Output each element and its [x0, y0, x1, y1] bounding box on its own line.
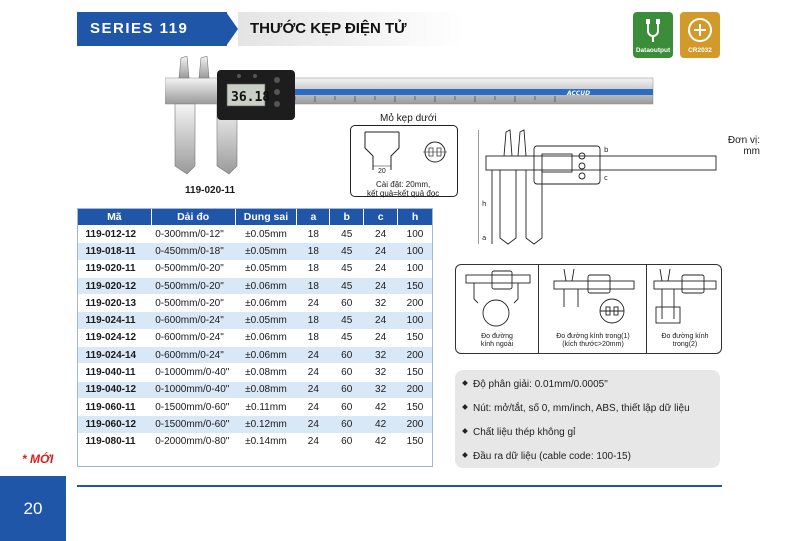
cell-code: 119-020-11 [78, 260, 152, 277]
cell-c: 32 [364, 364, 398, 381]
cell-a: 24 [297, 295, 330, 312]
cell-h: 100 [398, 243, 433, 260]
cell-code: 119-060-11 [78, 398, 152, 415]
lower-jaw-label: Mỏ kẹp dưới [380, 113, 437, 124]
cell-c: 24 [364, 260, 398, 277]
cell-h: 200 [398, 347, 433, 364]
table-row [78, 260, 433, 277]
cell-range: 0-1500mm/0-60" [151, 398, 235, 415]
outer-diameter-sketch [462, 269, 534, 329]
cell-code: 119-020-13 [78, 295, 152, 312]
cell-code: 119-012-12 [78, 226, 152, 243]
cell-a: 18 [297, 312, 330, 329]
inner1-caption-line1: Đo đường kính trong(1) [556, 333, 630, 340]
cell-b: 45 [330, 329, 364, 346]
spec-table [77, 208, 433, 451]
spec-table-body [78, 226, 433, 451]
col-c: c [364, 209, 398, 226]
mode-divider [538, 265, 539, 353]
lower-jaw-note-line1: Cài đặt: 20mm, [376, 180, 431, 189]
table-row [78, 243, 433, 260]
dim-h: h [482, 200, 487, 208]
battery-badge [680, 12, 720, 58]
cell-tolerance: ±0.11mm [235, 398, 297, 415]
cell-code: 119-020-12 [78, 277, 152, 294]
cell-a: 24 [297, 381, 330, 398]
outer-diameter-caption [458, 333, 536, 349]
cell-code: 119-040-12 [78, 381, 152, 398]
cell-tolerance: ±0.05mm [235, 260, 297, 277]
cell-b: 60 [330, 347, 364, 364]
cell-b: 45 [330, 260, 364, 277]
outer-caption-line2: kính ngoài [480, 341, 514, 348]
brand-logo: ACCUD [567, 90, 591, 97]
cell-a: 18 [297, 260, 330, 277]
cell-c: 32 [364, 347, 398, 364]
cell-b: 60 [330, 381, 364, 398]
cell-b: 45 [330, 243, 364, 260]
new-badge: * MỚI [22, 452, 54, 466]
cell-tolerance: ±0.05mm [235, 243, 297, 260]
cell-b: 60 [330, 364, 364, 381]
cell-range: 0-1000mm/0-40" [151, 381, 235, 398]
cell-range: 0-1500mm/0-60" [151, 416, 235, 433]
cell-b: 60 [330, 416, 364, 433]
model-caption: 119-020-11 [185, 185, 236, 196]
cell-range: 0-1000mm/0-40" [151, 364, 235, 381]
unit-label-line1: Đơn vị: [727, 135, 760, 146]
col-b: b [330, 209, 364, 226]
cell-h: 200 [398, 295, 433, 312]
col-tolerance: Dung sai [235, 209, 297, 226]
battery-icon [687, 17, 713, 43]
feature-text: Nút: mở/tắt, số 0, mm/inch, ABS, thiết lập dữ liệu [473, 403, 690, 414]
display-reading: 36.18 [231, 90, 271, 105]
cell-c: 42 [364, 398, 398, 415]
cell-b: 45 [330, 277, 364, 294]
cell-h: 200 [398, 381, 433, 398]
cell-a: 18 [297, 329, 330, 346]
table-row [78, 347, 433, 364]
table-row [78, 381, 433, 398]
table-row [78, 312, 433, 329]
cell-tolerance: ±0.14mm [235, 433, 297, 450]
cell-code: 119-024-14 [78, 347, 152, 364]
feature-item [463, 379, 608, 390]
cell-code: 119-060-12 [78, 416, 152, 433]
table-row [78, 398, 433, 415]
col-h: h [398, 209, 433, 226]
cell-a: 24 [297, 364, 330, 381]
measurement-modes [455, 264, 722, 354]
series-banner-arrow [226, 12, 238, 46]
cell-code: 119-040-11 [78, 364, 152, 381]
cell-range: 0-600mm/0-24" [151, 347, 235, 364]
cell-h: 150 [398, 433, 433, 450]
cell-c: 32 [364, 381, 398, 398]
cell-a: 18 [297, 243, 330, 260]
cell-h: 100 [398, 260, 433, 277]
cell-a: 24 [297, 347, 330, 364]
data-output-icon [640, 17, 666, 43]
cell-tolerance: ±0.06mm [235, 347, 297, 364]
cell-range: 0-500mm/0-20" [151, 260, 235, 277]
cell-tolerance: ±0.12mm [235, 416, 297, 433]
cell-h: 150 [398, 398, 433, 415]
cell-c: 24 [364, 243, 398, 260]
cell-range: 0-600mm/0-24" [151, 329, 235, 346]
cell-h: 150 [398, 329, 433, 346]
cell-tolerance: ±0.05mm [235, 226, 297, 243]
feature-text: Chất liệu thép không gỉ [473, 427, 576, 438]
page-title: THƯỚC KẸP ĐIỆN TỬ [250, 20, 407, 37]
cell-c: 24 [364, 226, 398, 243]
cell-tolerance: ±0.06mm [235, 329, 297, 346]
inner1-caption-line2: (kích thước>20mm) [562, 341, 624, 348]
table-row [78, 416, 433, 433]
feature-text: Đầu ra dữ liệu (cable code: 100-15) [473, 451, 631, 462]
feature-text: Độ phân giải: 0.01mm/0.0005" [473, 379, 608, 390]
dim-b: b [604, 146, 609, 154]
inner-diameter-1-caption [540, 333, 646, 349]
outer-caption-line1: Đo đường [481, 333, 513, 340]
features-box [455, 370, 720, 468]
col-code: Mã [78, 209, 152, 226]
cell-c: 42 [364, 433, 398, 450]
page-number: 20 [0, 476, 66, 541]
cell-c: 24 [364, 312, 398, 329]
series-label: SERIES 119 [90, 20, 189, 37]
cell-b: 45 [330, 312, 364, 329]
table-row [78, 277, 433, 294]
cell-tolerance: ±0.06mm [235, 295, 297, 312]
data-output-badge [633, 12, 673, 58]
inner-diameter-2-caption [647, 333, 723, 349]
cell-range: 0-600mm/0-24" [151, 312, 235, 329]
inner2-caption-line1: Đo đường kính [661, 333, 709, 340]
bullet-icon [462, 429, 468, 435]
feature-item [463, 451, 631, 462]
feature-item [463, 427, 575, 438]
cell-tolerance: ±0.08mm [235, 381, 297, 398]
cell-range: 0-300mm/0-12" [151, 226, 235, 243]
cell-code: 119-024-12 [78, 329, 152, 346]
table-row [78, 329, 433, 346]
table-row [78, 433, 433, 450]
cell-h: 150 [398, 364, 433, 381]
lower-jaw-note [367, 180, 439, 198]
col-range: Dải đo [151, 209, 235, 226]
cell-a: 18 [297, 277, 330, 294]
cell-b: 60 [330, 433, 364, 450]
cell-range: 0-450mm/0-18" [151, 243, 235, 260]
cell-b: 60 [330, 398, 364, 415]
cell-tolerance: ±0.08mm [235, 364, 297, 381]
cell-tolerance: ±0.05mm [235, 312, 297, 329]
bullet-icon [462, 405, 468, 411]
dim-a: a [482, 234, 487, 242]
lower-jaw-note-line2: kết quả=kết quả đọc [367, 189, 440, 198]
cell-a: 24 [297, 433, 330, 450]
table-row [78, 226, 433, 243]
battery-label: CR2032 [688, 47, 712, 54]
table-row [78, 364, 433, 381]
cell-b: 60 [330, 295, 364, 312]
cell-h: 150 [398, 277, 433, 294]
inner-diameter-2-sketch [652, 267, 718, 331]
cell-c: 24 [364, 329, 398, 346]
cell-h: 100 [398, 312, 433, 329]
cell-a: 24 [297, 416, 330, 433]
unit-label-line2: mm [743, 146, 760, 157]
cell-tolerance: ±0.06mm [235, 277, 297, 294]
inner2-caption-line2: trong(2) [672, 341, 698, 348]
bullet-icon [462, 381, 468, 387]
feature-item [463, 403, 690, 414]
dim-c: c [604, 174, 608, 182]
cell-code: 119-024-11 [78, 312, 152, 329]
cell-range: 0-500mm/0-20" [151, 277, 235, 294]
footer-rule [77, 485, 722, 487]
cell-a: 24 [297, 398, 330, 415]
cell-c: 32 [364, 295, 398, 312]
cell-code: 119-080-11 [78, 433, 152, 450]
data-output-label: Dataoutput [635, 47, 671, 54]
lower-jaw-dimension: 20 [378, 168, 386, 175]
cell-code: 119-018-11 [78, 243, 152, 260]
cell-c: 24 [364, 277, 398, 294]
cell-c: 42 [364, 416, 398, 433]
cell-b: 45 [330, 226, 364, 243]
bullet-icon [462, 453, 468, 459]
cell-h: 200 [398, 416, 433, 433]
lower-jaw-sketch [351, 126, 457, 176]
col-a: a [297, 209, 330, 226]
table-header-row [78, 209, 433, 226]
cell-range: 0-500mm/0-20" [151, 295, 235, 312]
inner-diameter-1-sketch [552, 267, 636, 331]
cell-h: 100 [398, 226, 433, 243]
technical-drawing [478, 128, 718, 248]
cell-a: 18 [297, 226, 330, 243]
table-row [78, 295, 433, 312]
cell-range: 0-2000mm/0-80" [151, 433, 235, 450]
